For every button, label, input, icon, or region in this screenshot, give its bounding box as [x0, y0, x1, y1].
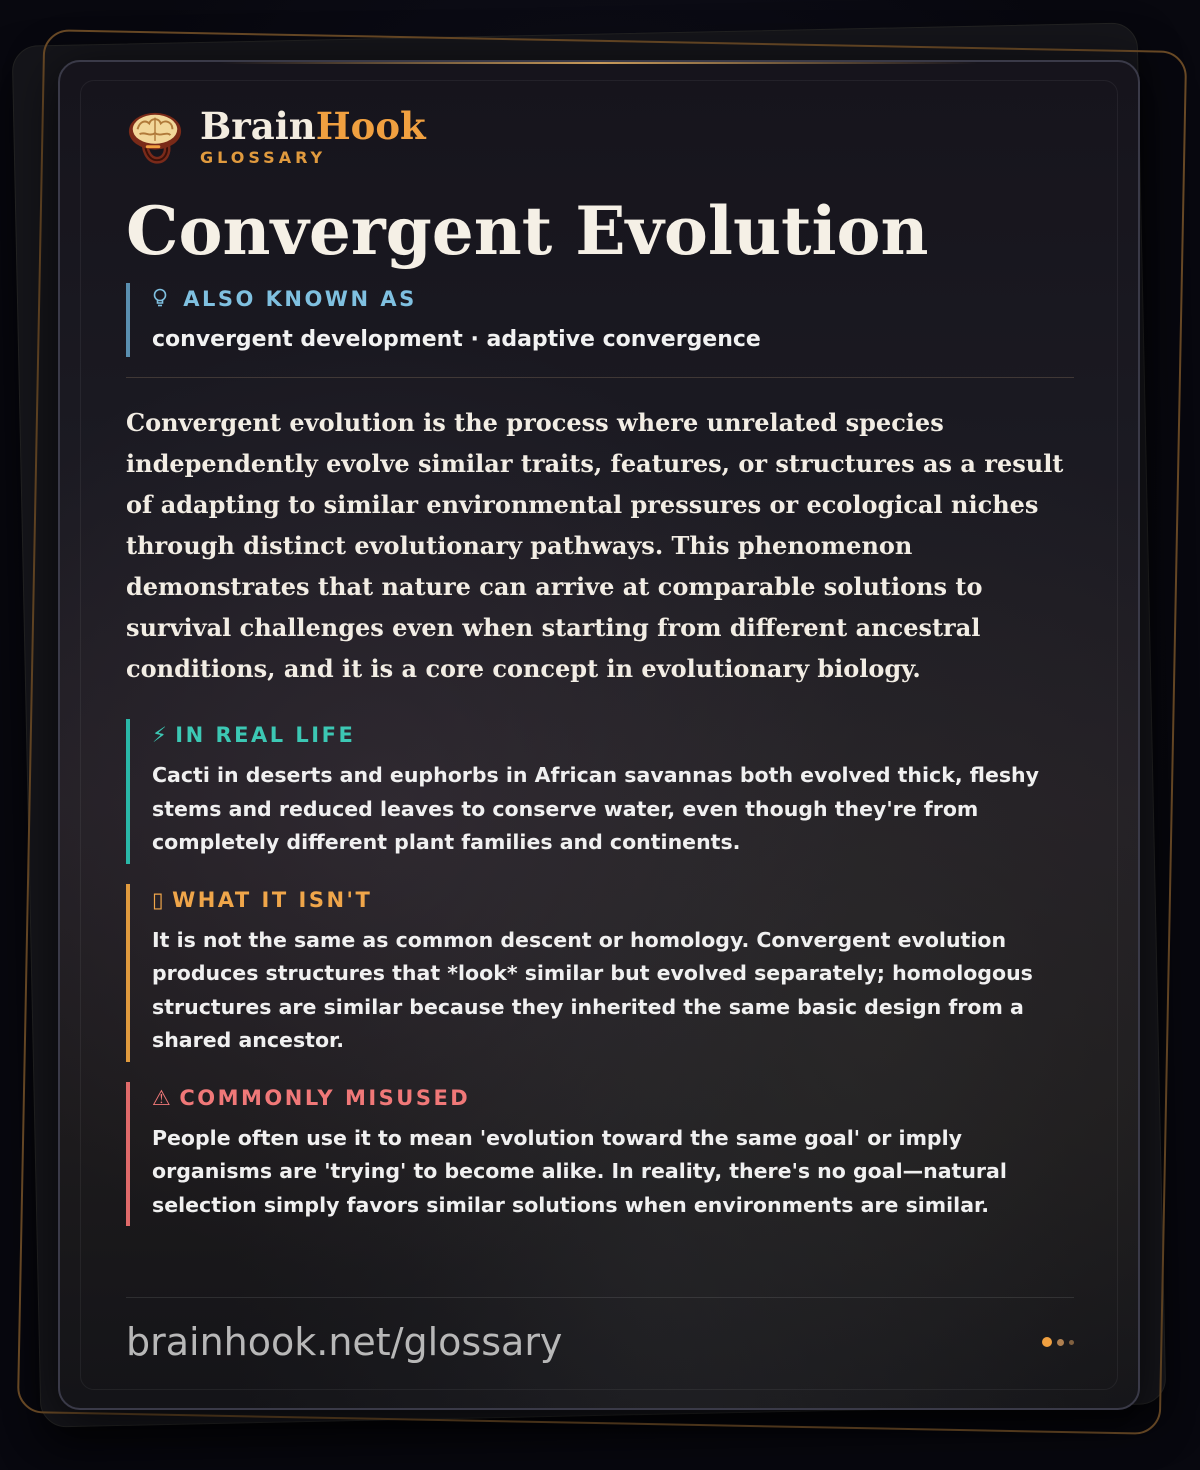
brand-name-part2: Hook	[315, 104, 426, 148]
commonly-misused-section	[126, 1082, 1074, 1227]
commonly-misused-heading	[152, 1084, 1074, 1112]
indicator-dot-active	[1042, 1337, 1052, 1347]
card-footer	[126, 1297, 1074, 1364]
brand-name	[200, 106, 426, 146]
in-real-life-section	[126, 719, 1074, 864]
warning-icon: ⚠	[152, 1085, 174, 1110]
glossary-card	[58, 60, 1140, 1410]
aka-heading	[152, 285, 1074, 313]
aka-label: ALSO KNOWN AS	[183, 287, 417, 311]
in-real-life-heading	[152, 721, 1074, 749]
lightning-icon: ⚡	[152, 723, 170, 747]
brain-hook-icon	[126, 108, 184, 166]
section-divider	[126, 377, 1074, 378]
page-indicator-dots	[1037, 1337, 1074, 1347]
footer-url-link[interactable]: brainhook.net/glossary	[126, 1320, 563, 1364]
what-it-isnt-section	[126, 884, 1074, 1062]
commonly-misused-text: People often use it to mean 'evolution toward the same goal' or imply organisms are 'trying' to become alike. In reality, there's no goal—natural selection simply favors similar solutions when environments are similar.	[152, 1125, 1007, 1217]
indicator-dot	[1057, 1339, 1064, 1346]
what-it-isnt-heading	[152, 886, 1074, 914]
in-real-life-text: Cacti in deserts and euphorbs in African savannas both evolved thick, fleshy stems and reduced leaves to conserve water, even though they're from completely different plant families and continents.	[152, 763, 1040, 854]
what-it-isnt-text: It is not the same as common descent or homology. Convergent evolution produces structures that *look* similar but evolved separately; homologous structures are similar because they inherited the same basic design from a shared ancestor.	[152, 927, 1033, 1052]
also-known-as-section	[126, 283, 1074, 357]
aka-values: convergent development · adaptive convergence	[152, 327, 761, 352]
indicator-dot	[1069, 1340, 1074, 1345]
brand-subtitle: GLOSSARY	[200, 148, 327, 167]
brand-name-part1: Brain	[200, 104, 316, 148]
what-it-isnt-label: WHAT IT ISN'T	[172, 887, 373, 912]
not-allowed-icon: ▯	[152, 887, 167, 912]
brand-header	[126, 106, 1074, 167]
term-title: Convergent Evolution	[126, 192, 929, 270]
card-content	[126, 102, 1074, 1246]
lightbulb-icon	[152, 287, 177, 311]
in-real-life-label: IN REAL LIFE	[175, 723, 356, 747]
term-definition: Convergent evolution is the process where unrelated species independently evolve similar traits, features, or structures as a result of adapting to similar environmental pressures or ecological niches through distinct evolutionary pathways. This phenomenon demonstrates that nature can arrive at comparable solutions to survival challenges even when starting from different ancestral conditions, and it is a core concept in evolutionary biology.	[126, 408, 1064, 683]
brand-text	[200, 106, 426, 167]
commonly-misused-label: COMMONLY MISUSED	[179, 1085, 471, 1110]
